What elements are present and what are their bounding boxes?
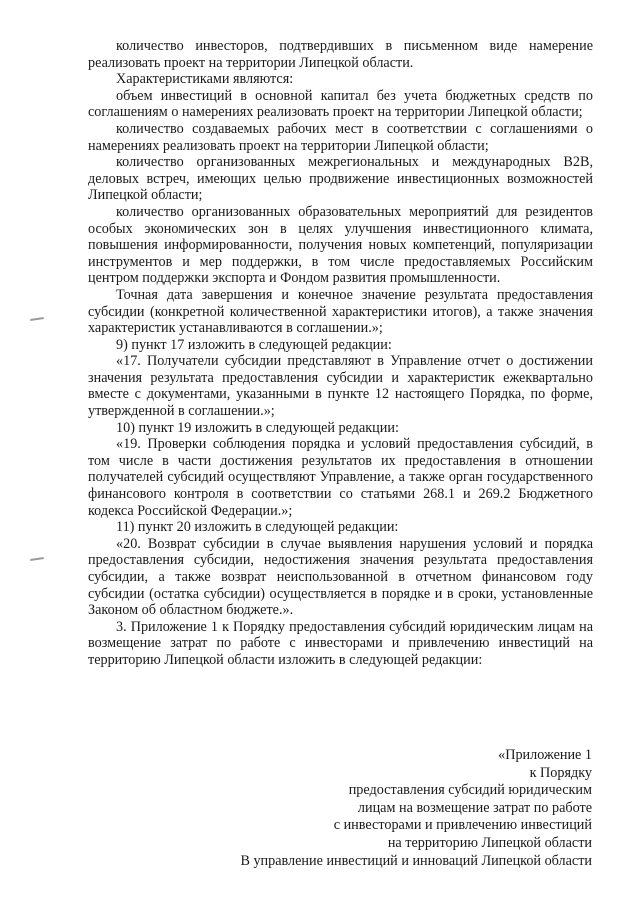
paragraph: 11) пункт 20 изложить в следующей редакции: <box>116 519 399 536</box>
appendix-header <box>172 747 592 870</box>
paragraph: количество организованных межрегиональных и международных B2B, деловых встреч, имеющих целью продвижение инвестиционных возможностей Липецкой области; <box>88 154 593 204</box>
paragraph: Характеристиками являются: <box>116 71 294 88</box>
appendix-header-line: к Порядку <box>529 764 592 781</box>
paragraph: количество инвесторов, подтвердивших в письменном виде намерение реализовать проект на территории Липецкой области. <box>88 38 593 71</box>
paragraph: «20. Возврат субсидии в случае выявления нарушения условий и порядка предоставления субсидии, недостижения значения результата предоставления субсидии, а также возврат неиспользованной в отчетном финансовом году субсидии (остатка субсидии) осуществляется в порядке и в сроки, установленные Законом об областном бюджете.». <box>88 535 593 619</box>
paragraph: 10) пункт 19 изложить в следующей редакции: <box>116 419 399 436</box>
paragraph: «19. Проверки соблюдения порядка и условий предоставления субсидий, в том числе в части достижения результатов их предоставления в отношении получателей субсидий осуществляют Управление, а также орган государственного финансового контроля в соответствии со статьями 268.1 и 269.2 Бюджетного кодекса Российской Федерации.»; <box>88 436 593 519</box>
appendix-header-line: предоставления субсидий юридическим <box>348 782 592 799</box>
paragraph: количество создаваемых рабочих мест в соответствии с соглашениями о намерениях реализовать проект на территории Липецкой области; <box>88 120 593 154</box>
paragraph: «17. Получатели субсидии представляют в Управление отчет о достижении значения результата предоставления субсидии и характеристик ежеквартально вместе с документами, указанными в пункте 12 настоящего Порядка, по форме, утвержденной в соглашении.»; <box>88 353 593 420</box>
document-body <box>88 38 593 669</box>
appendix-header-line: на территорию Липецкой области <box>387 834 592 851</box>
appendix-header-line: с инвесторами и привлечению инвестиций <box>333 817 592 834</box>
paragraph: Точная дата завершения и конечное значение результата предоставления субсидии (конкретной количественной характеристики итогов), а также значения характеристик устанавливаются в соглашении.»; <box>88 286 593 337</box>
appendix-header-line: «Приложение 1 <box>498 747 592 763</box>
paragraph: объем инвестиций в основной капитал без учета бюджетных средств по соглашениям о намерениях реализовать проект на территории Липецкой области; <box>88 87 593 121</box>
paragraph: 3. Приложение 1 к Порядку предоставления субсидий юридическим лицам на возмещение затрат по работе с инвесторами и привлечению инвестиций на территорию Липецкой области изложить в следующей редакции: <box>88 618 593 668</box>
paragraph: количество организованных образовательных мероприятий для резидентов особых экономических зон в целях улучшения инвестиционного климата, повышения информированности, получения новых компетенций, популяризации инструментов и мер поддержки, в том числе предоставляемых Российским центром поддержки экспорта и Фондом развития промышленности. <box>88 203 593 287</box>
paragraph: 9) пункт 17 изложить в следующей редакции: <box>116 336 392 353</box>
margin-mark <box>30 317 44 321</box>
appendix-header-line: лицам на возмещение затрат по работе <box>357 799 592 816</box>
appendix-header-line: В управление инвестиций и инноваций Липецкой области <box>240 852 592 869</box>
margin-mark <box>30 557 44 561</box>
